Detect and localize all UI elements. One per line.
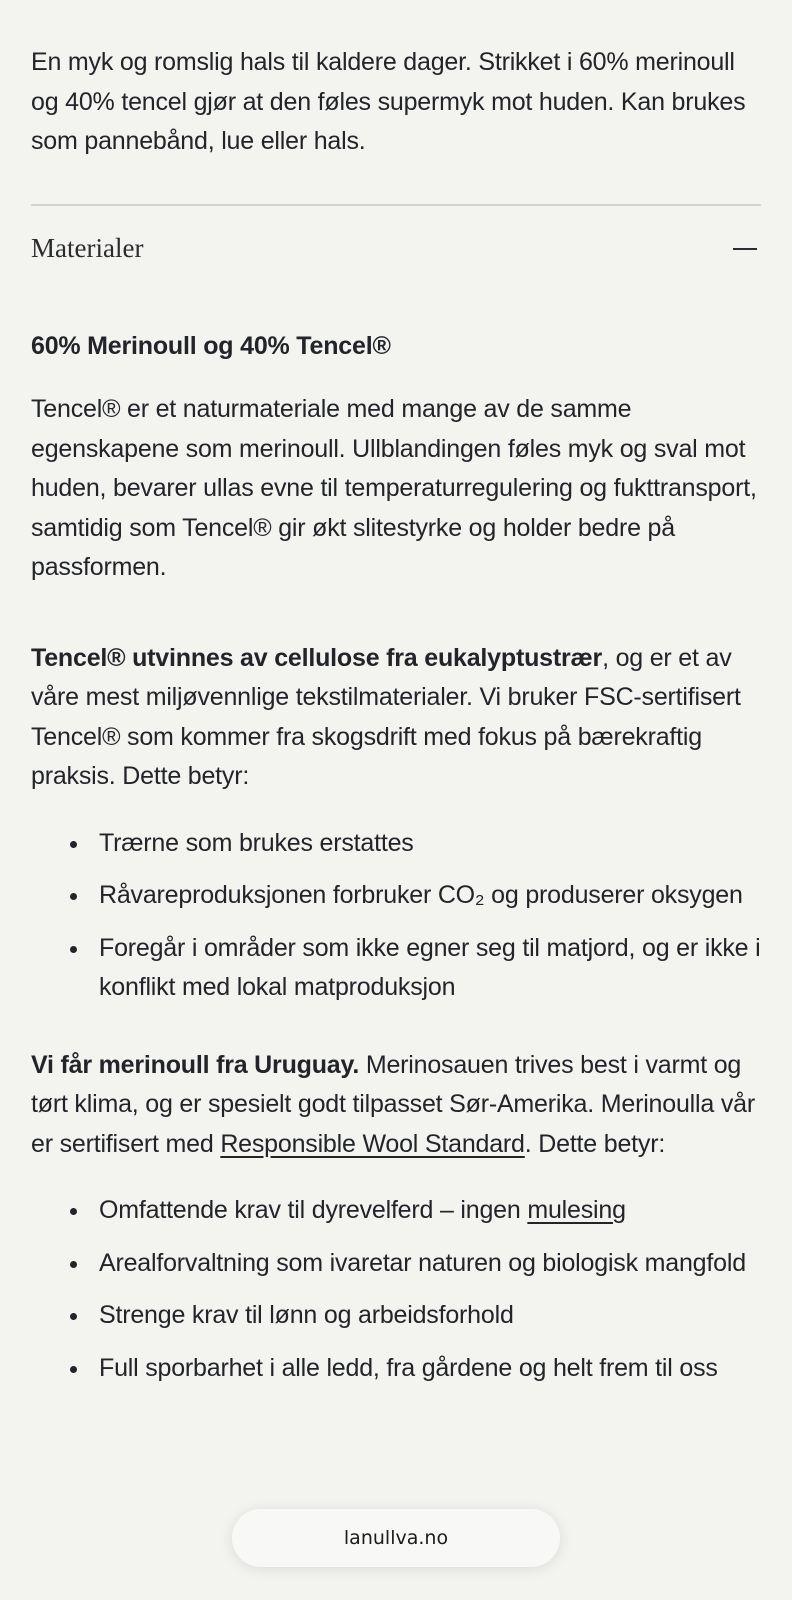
tencel-source-bold: Tencel® utvinnes av cellulose fra eukalyptustrær <box>31 643 603 672</box>
list-item <box>99 1191 761 1231</box>
list-item: Arealforvaltning som ivaretar naturen og biologisk mangfold <box>99 1244 761 1284</box>
materials-accordion-content <box>31 327 761 1389</box>
merino-source-bold: Vi får merinoull fra Uruguay. <box>31 1050 360 1079</box>
mulesing-link[interactable]: mulesing <box>527 1196 626 1224</box>
tencel-paragraph: Tencel® er et naturmateriale med mange av de samme egenskapene som merinoull. Ullblandingen føles myk og sval mot huden, bevarer ullas evne til temperaturregulering og fukttransport, samtidig som Tencel® gir økt slitestyrke og holder bedre på passformen. <box>31 395 757 581</box>
tencel-benefits-list <box>31 824 761 1008</box>
minus-icon[interactable] <box>733 248 757 250</box>
tencel-source-paragraph <box>31 639 761 797</box>
list-item: Trærne som brukes erstattes <box>99 824 761 864</box>
materials-accordion-toggle[interactable] <box>31 206 761 292</box>
accordion-title: Materialer <box>31 233 144 263</box>
list-item: Strenge krav til lønn og arbeidsforhold <box>99 1296 761 1336</box>
merino-benefits-list <box>31 1191 761 1388</box>
list-item: Foregår i områder som ikke egner seg til matjord, og er ikke i konflikt med lokal matproduksjon <box>99 929 761 1008</box>
browser-address-pill[interactable]: lanullva.no <box>232 1509 560 1567</box>
list-item: Råvareproduksjonen forbruker CO₂ og produserer oksygen <box>99 876 761 916</box>
product-description <box>31 0 761 1401</box>
list-item: Full sporbarhet i alle ledd, fra gårdene og helt frem til oss <box>99 1349 761 1389</box>
merino-source-text: Merinosauen trives best i varmt og tørt klima, og er spesielt godt tilpasset Sør-Amerika. Merinoulla vår er sertifisert med <box>31 1050 755 1158</box>
tencel-source-text: , og er et av våre mest miljøvennlige tekstilmaterialer. Vi bruker FSC-sertifisert Tencel® som kommer fra skogsdrift med fokus på bærekraftig praksis. Dette betyr: <box>31 643 741 790</box>
materials-heading: 60% Merinoull og 40% Tencel® <box>31 331 391 360</box>
list-item-text: Omfattende krav til dyrevelferd – ingen <box>99 1196 528 1224</box>
product-intro: En myk og romslig hals til kaldere dager. Strikket i 60% merinoull og 40% tencel gjør at den føles supermyk mot huden. Kan brukes som pannebånd, lue eller hals. <box>31 48 746 155</box>
merino-source-paragraph <box>31 1046 761 1165</box>
merino-source-text-end: . Dette betyr: <box>524 1129 666 1158</box>
responsible-wool-standard-link[interactable]: Responsible Wool Standard <box>220 1129 525 1158</box>
